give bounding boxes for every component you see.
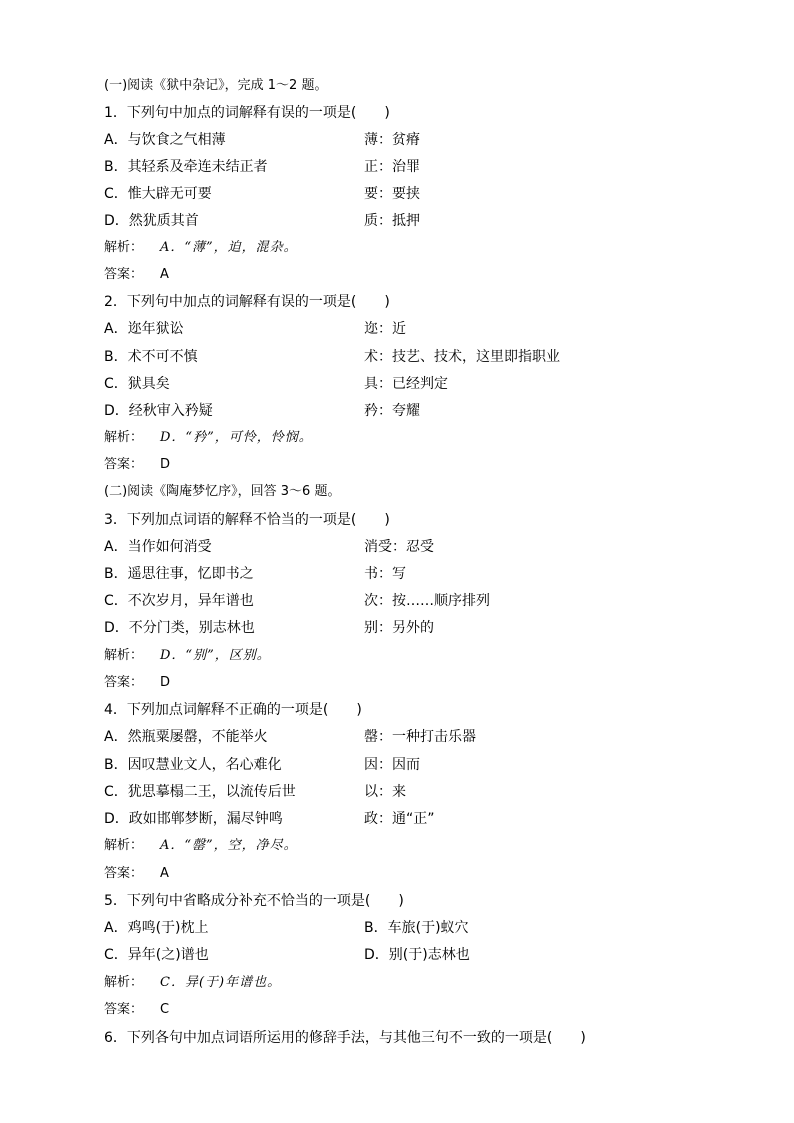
q1-option-d-gloss: 质：抵押	[364, 213, 420, 229]
q1-option-c: C．惟大辟无可要	[104, 186, 212, 202]
question-5-stem: 5．下列句中省略成分补充不恰当的一项是( )	[104, 893, 404, 909]
question-4-stem: 4．下列加点词解释不正确的一项是( )	[104, 702, 362, 718]
analysis-label: 解析：	[104, 240, 144, 255]
q2-option-b-gloss: 术：技艺、技术，这里即指职业	[364, 349, 560, 365]
q4-option-a: A．然瓶粟屡罄，不能举火	[104, 729, 268, 745]
q2-answer	[104, 455, 170, 475]
section-2-heading: (二)阅读《陶庵梦忆序》，回答 3～6 题。	[104, 484, 341, 499]
question-6-stem: 6．下列各句中加点词语所运用的修辞手法，与其他三句不一致的一项是( )	[104, 1030, 586, 1046]
q5-option-c: C．异年(之)谱也	[104, 947, 209, 963]
q1-answer	[104, 265, 169, 285]
q4-answer	[104, 864, 169, 884]
q1-option-b: B．其轻系及牵连未结正者	[104, 159, 268, 175]
q3-option-d-gloss: 别：另外的	[364, 620, 434, 636]
q3-option-a: A．当作如何消受	[104, 539, 212, 555]
answer-label: 答案：	[104, 1002, 144, 1017]
question-1-stem: 1．下列句中加点的词解释有误的一项是( )	[104, 105, 390, 121]
q1-option-a: A．与饮食之气相薄	[104, 132, 226, 148]
analysis-label: 解析：	[104, 975, 144, 990]
q3-option-c: C．不次岁月，异年谱也	[104, 593, 254, 609]
analysis-text: C．异(于)年谱也。	[160, 975, 282, 990]
answer-label: 答案：	[104, 457, 144, 472]
q4-option-d: D．政如邯郸梦断，漏尽钟鸣	[104, 811, 283, 827]
q2-option-a-gloss: 迩：近	[364, 321, 406, 337]
q5-analysis	[104, 973, 281, 993]
q1-option-a-gloss: 薄：贫瘠	[364, 132, 420, 148]
answer-label: 答案：	[104, 267, 144, 282]
analysis-label: 解析：	[104, 838, 144, 853]
q2-option-d-gloss: 矜：夸耀	[364, 403, 420, 419]
answer-label: 答案：	[104, 675, 144, 690]
q3-option-c-gloss: 次：按……顺序排列	[364, 593, 490, 609]
analysis-text: A．“薄”，迫，混杂。	[160, 240, 298, 255]
q2-option-a: A．迩年狱讼	[104, 321, 184, 337]
q5-answer	[104, 1000, 169, 1020]
q5-option-a: A．鸡鸣(于)枕上	[104, 920, 209, 936]
q3-option-d: D．不分门类，别志林也	[104, 620, 255, 636]
q4-option-d-gloss: 政：通“正”	[364, 811, 435, 827]
answer-value: C	[160, 1002, 170, 1017]
analysis-text: D．“矜”，可怜，怜悯。	[160, 430, 313, 445]
q3-option-b: B．遥思往事，忆即书之	[104, 566, 254, 582]
answer-value: A	[160, 866, 169, 881]
q3-option-a-gloss: 消受：忍受	[364, 539, 434, 555]
question-2-stem: 2．下列句中加点的词解释有误的一项是( )	[104, 294, 390, 310]
q2-analysis	[104, 428, 313, 448]
analysis-label: 解析：	[104, 430, 144, 445]
answer-value: D	[160, 675, 171, 690]
q5-option-b: B．车旅(于)蚁穴	[364, 920, 469, 936]
q4-option-b-gloss: 因：因而	[364, 757, 420, 773]
q4-option-c-gloss: 以：来	[364, 784, 406, 800]
analysis-text: D．“别”，区别。	[160, 648, 271, 663]
answer-value: D	[160, 457, 171, 472]
q4-analysis	[104, 836, 298, 856]
q3-answer	[104, 673, 170, 693]
q5-option-d: D．别(于)志林也	[364, 947, 470, 963]
q4-option-a-gloss: 罄：一种打击乐器	[364, 729, 476, 745]
q2-option-d: D．经秋审入矜疑	[104, 403, 213, 419]
q1-option-d: D．然犹质其首	[104, 213, 199, 229]
analysis-label: 解析：	[104, 648, 144, 663]
analysis-text: A．“罄”，空，净尽。	[160, 838, 298, 853]
q3-analysis	[104, 646, 271, 666]
q1-option-c-gloss: 要：要挟	[364, 186, 420, 202]
answer-value: A	[160, 267, 169, 282]
q4-option-b: B．因叹慧业文人，名心难化	[104, 757, 282, 773]
q2-option-c-gloss: 具：已经判定	[364, 376, 448, 392]
q4-option-c: C．犹思摹榻二王，以流传后世	[104, 784, 296, 800]
q3-option-b-gloss: 书：写	[364, 566, 406, 582]
q2-option-c: C．狱具矣	[104, 376, 170, 392]
section-1-heading: (一)阅读《狱中杂记》，完成 1～2 题。	[104, 78, 328, 93]
q1-analysis	[104, 238, 298, 258]
answer-label: 答案：	[104, 866, 144, 881]
q1-option-b-gloss: 正：治罪	[364, 159, 420, 175]
question-3-stem: 3．下列加点词语的解释不恰当的一项是( )	[104, 512, 390, 528]
q2-option-b: B．术不可不慎	[104, 349, 198, 365]
